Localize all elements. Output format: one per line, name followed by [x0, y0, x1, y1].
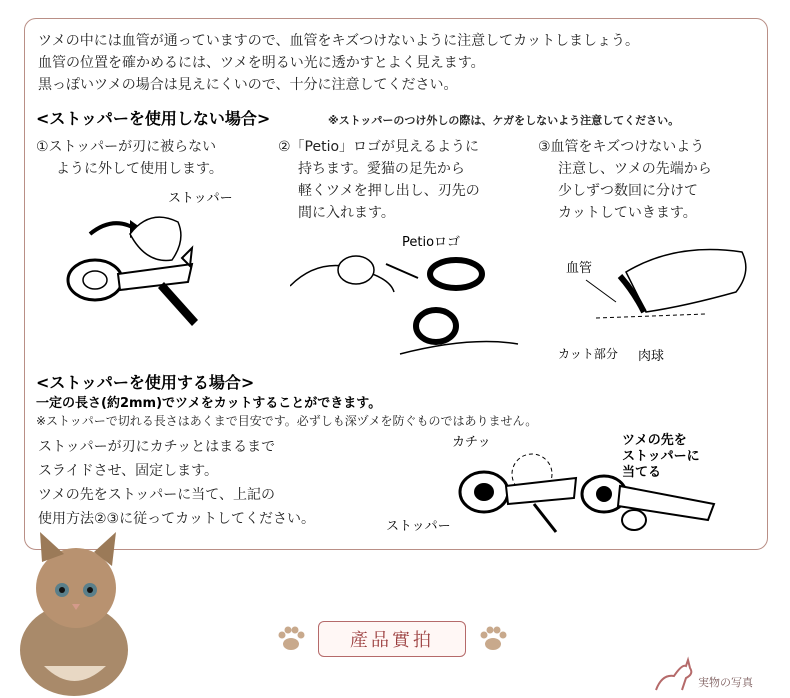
intro-line-2: 血管の位置を確かめるには、ツメを明るい光に透かすとよく見えます。 — [38, 55, 485, 71]
paw-pad-label: 肉球 — [638, 349, 665, 364]
stopper-label: ストッパー — [168, 191, 233, 206]
section1-note: ※ストッパーのつけ外しの際は、ケガをしないよう注意してください。 — [328, 114, 680, 127]
nail-tip-label-3: 当てる — [622, 465, 662, 480]
nail-tip-label-2: ストッパーに — [622, 449, 700, 464]
section2-body-3: ツメの先をストッパーに当て、上記の — [38, 487, 276, 503]
cat-silhouette-icon — [652, 656, 696, 694]
click-label: カチッ — [452, 435, 491, 450]
section2-subheading: 一定の長さ(約2mm)でツメをカットすることができます。 — [36, 396, 382, 411]
arrow-icon — [90, 223, 134, 234]
step2-line-3: 軽くツメを押し出し、刃先の — [298, 183, 480, 199]
paw-icon — [478, 624, 508, 654]
section2-body-1: ストッパーが刃にカチッとはまるまで — [38, 439, 276, 455]
section2-note: ※ストッパーで切れる長さはあくまで目安です。必ずしも深ヅメを防ぐものではありません。 — [36, 414, 538, 428]
intro-line-3: 黒っぽいツメの場合は見えにくいので、十分に注意してください。 — [38, 77, 458, 93]
clipper-illustration-3 — [556, 232, 756, 382]
clipper-illustration-1 — [60, 182, 260, 332]
step2-line-1: ②「Petio」ロゴが見えるように — [278, 139, 480, 155]
step3-line-1: ③血管をキズつけないよう — [538, 139, 705, 155]
section1-heading: <ストッパーを使用しない場合> — [36, 109, 271, 128]
intro-line-1: ツメの中には血管が通っていますので、血管をキズつけないように注意してカットしましょう。 — [38, 33, 640, 49]
step1-line-1: ①ストッパーが刃に被らない — [36, 139, 217, 155]
step1-line-2: ように外して使用します。 — [56, 161, 223, 177]
stopper-illustration — [384, 428, 764, 540]
petio-logo-label: Petioロゴ — [402, 235, 461, 250]
step3-line-3: 少しずつ数回に分けて — [558, 183, 698, 199]
step3-line-4: カットしていきます。 — [558, 205, 697, 221]
cut-part-label: カット部分 — [558, 347, 618, 361]
product-photo-button[interactable]: 產品實拍 — [318, 621, 466, 657]
section2-body-2: スライドさせ、固定します。 — [38, 463, 219, 479]
step2-line-4: 間に入れます。 — [298, 205, 395, 221]
stopper-label-2: ストッパー — [386, 519, 451, 534]
step2-line-2: 持ちます。愛猫の足先から — [298, 161, 465, 177]
blood-vessel-label: 血管 — [566, 261, 593, 276]
clipper-illustration-2 — [290, 226, 520, 356]
section2-body-4: 使用方法②③に従ってカットしてください。 — [38, 511, 315, 527]
paw-icon — [276, 624, 306, 654]
nail-tip-label-1: ツメの先を — [622, 433, 687, 448]
kitten-image — [10, 526, 150, 698]
section2-heading: <ストッパーを使用する場合> — [36, 373, 255, 392]
photo-stamp: 実物の写真 — [698, 676, 753, 689]
step3-line-2: 注意し、ツメの先端から — [558, 161, 712, 177]
